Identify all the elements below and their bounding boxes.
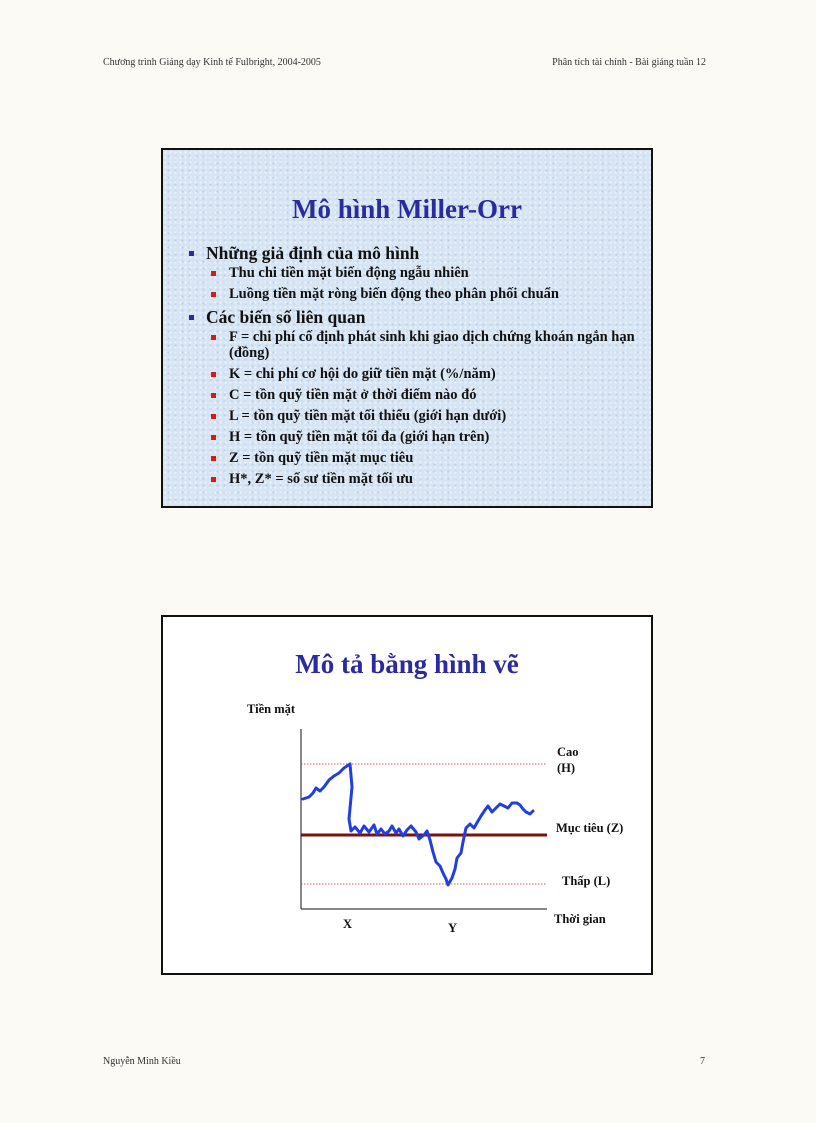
- sub-bullet: [189, 429, 639, 445]
- bullet-label: Những giả định của mô hình: [206, 243, 420, 263]
- bullet-square-icon: [211, 292, 216, 297]
- sub-bullet: [189, 471, 639, 487]
- bullet-assumptions: [189, 243, 639, 264]
- header-lecture: Phân tích tài chính - Bài giảng tuần 12: [552, 57, 706, 68]
- marker-x: X: [343, 917, 353, 931]
- marker-y: Y: [448, 921, 458, 935]
- target-label: Mục tiêu (Z): [556, 821, 624, 835]
- sub-bullet-text: Thu chi tiền mặt biến động ngẫu nhiên: [229, 265, 469, 281]
- sub-bullet-text: F = chi phí cố định phát sinh khi giao dịch chứng khoán ngắn hạn (đồng): [229, 329, 635, 361]
- bullet-square-icon: [211, 477, 216, 482]
- sub-bullet-text: C = tồn quỹ tiền mặt ở thời điểm nào đó: [229, 387, 477, 403]
- bullet-square-icon: [189, 315, 194, 320]
- sub-bullet: [189, 265, 639, 281]
- header-course: Chương trình Giảng dạy Kinh tế Fulbright, 2004-2005: [103, 57, 321, 68]
- bullet-square-icon: [211, 435, 216, 440]
- bullet-list: [189, 243, 639, 492]
- y-axis-label: Tiền mặt: [247, 702, 296, 716]
- footer-author: Nguyễn Minh Kiều: [103, 1056, 181, 1067]
- sub-bullet-text: L = tồn quỹ tiền mặt tối thiểu (giới hạn dưới): [229, 408, 507, 424]
- slide-miller-orr-model: [161, 148, 653, 508]
- cash-balance-line: [303, 764, 533, 885]
- high-label: Cao: [557, 745, 579, 759]
- sub-bullet-text: Luồng tiền mặt ròng biến động theo phân phối chuẩn: [229, 286, 559, 302]
- sub-bullet-text: K = chi phí cơ hội do giữ tiền mặt (%/năm): [229, 366, 496, 382]
- sub-bullet: [189, 366, 639, 382]
- slide-graph-description: [161, 615, 653, 975]
- sub-bullet: [189, 387, 639, 403]
- x-axis-label: Thời gian: [554, 912, 606, 926]
- bullet-square-icon: [189, 251, 194, 256]
- sub-bullet: [189, 450, 639, 466]
- high-label-symbol: (H): [557, 761, 576, 775]
- page-number: 7: [700, 1056, 705, 1067]
- sub-bullet-text: Z = tồn quỹ tiền mặt mục tiêu: [229, 450, 414, 466]
- bullet-square-icon: [211, 414, 216, 419]
- bullet-label: Các biến số liên quan: [206, 307, 366, 327]
- sub-bullet-text: H*, Z* = số sư tiền mặt tối ưu: [229, 471, 413, 487]
- bullet-variables: [189, 307, 639, 328]
- low-label: Thấp (L): [562, 874, 611, 888]
- sub-bullet: [189, 408, 639, 424]
- bullet-square-icon: [211, 335, 216, 340]
- sub-bullet: [189, 329, 639, 361]
- sub-bullet-text: H = tồn quỹ tiền mặt tối đa (giới hạn trên): [229, 429, 490, 445]
- slide-title: Mô tả bằng hình vẽ: [295, 649, 519, 679]
- sub-bullet: [189, 286, 639, 302]
- bullet-square-icon: [211, 393, 216, 398]
- miller-orr-diagram: [163, 617, 651, 973]
- slide-title: Mô hình Miller-Orr: [292, 194, 522, 224]
- bullet-square-icon: [211, 372, 216, 377]
- bullet-square-icon: [211, 456, 216, 461]
- bullet-square-icon: [211, 271, 216, 276]
